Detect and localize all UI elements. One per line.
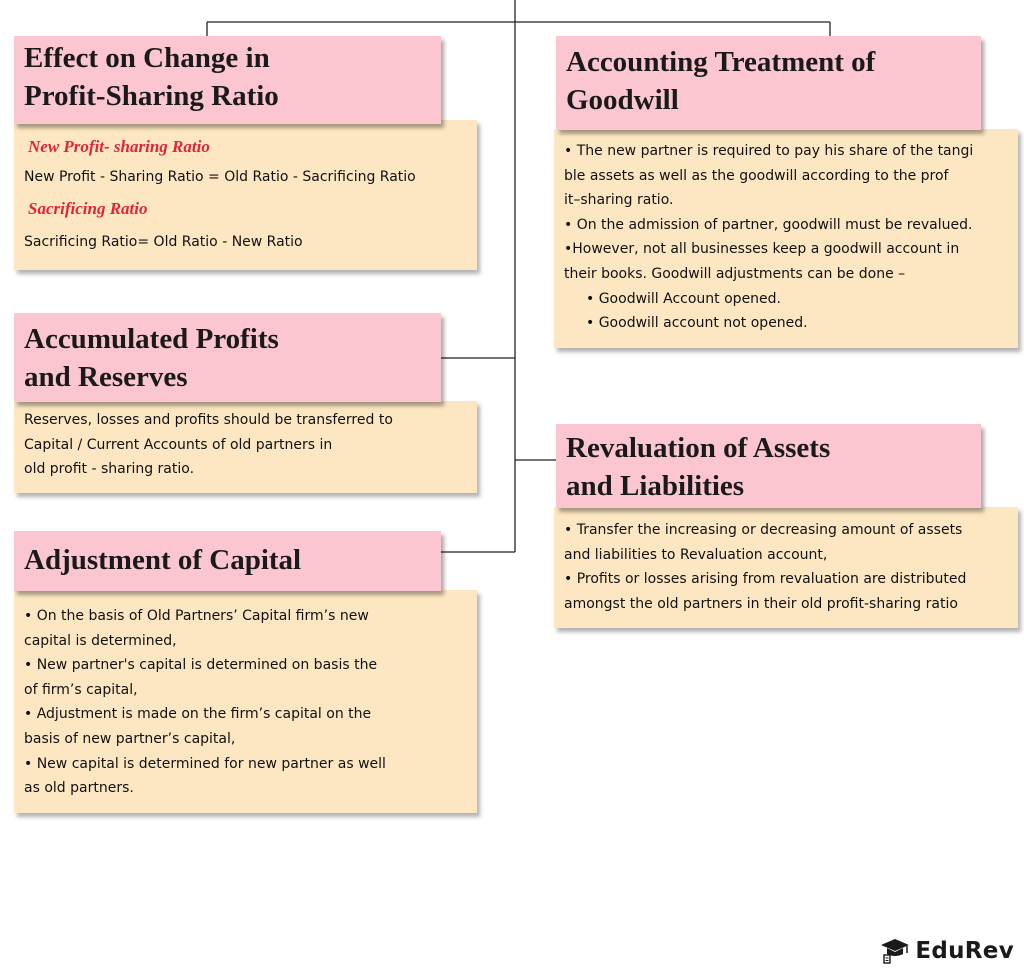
goodwill-line: • On the admission of partner, goodwill must be revalued. <box>564 216 973 233</box>
sacrificing-ratio-heading: Sacrificing Ratio <box>28 199 148 218</box>
revaluation-box <box>554 507 1018 628</box>
revaluation-line: • Transfer the increasing or decreasing amount of assets <box>564 522 963 538</box>
reserves-line: Capital / Current Accounts of old partners in <box>24 436 333 453</box>
revaluation-line: and liabilities to Revaluation account, <box>564 546 828 563</box>
new-ratio-formula: New Profit - Sharing Ratio = Old Ratio - Sacrificing Ratio <box>24 169 416 185</box>
goodwill-line: ble assets as well as the goodwill according to the prof <box>564 167 949 184</box>
goodwill-box <box>554 129 1018 348</box>
capital-line: • New partner's capital is determined on basis the <box>24 657 378 674</box>
goodwill-line: •However, not all businesses keep a goodwill account in <box>564 241 960 258</box>
capital-line: • On the basis of Old Partners’ Capital firm’s new <box>24 608 369 624</box>
revaluation-line: • Profits or losses arising from revaluation are distributed <box>564 571 967 588</box>
capital-line: as old partners. <box>24 780 134 797</box>
profit-ratio-box <box>14 120 477 270</box>
sacrificing-ratio-formula: Sacrificing Ratio= Old Ratio - New Ratio <box>24 234 303 250</box>
goodwill-line: it–sharing ratio. <box>564 192 674 209</box>
reserves-title-line-1: Accumulated Profits <box>24 323 279 355</box>
revaluation-title <box>556 424 981 508</box>
revaluation-title-line-1: Revaluation of Assets <box>566 432 831 464</box>
revaluation-title-line-2: and Liabilities <box>566 470 745 502</box>
reserves-title-line-2: and Reserves <box>24 361 188 393</box>
reserves-line: Reserves, losses and profits should be transferred to <box>24 412 393 428</box>
capital-title <box>14 531 441 591</box>
goodwill-subitem: • Goodwill account not opened. <box>586 315 808 332</box>
goodwill-title-line-2: Goodwill <box>566 84 679 116</box>
capital-line: • Adjustment is made on the firm’s capital on the <box>24 706 372 723</box>
edurev-logo <box>880 937 1014 965</box>
capital-line: • New capital is determined for new partner as well <box>24 755 386 772</box>
goodwill-subitem: • Goodwill Account opened. <box>586 290 782 307</box>
reserves-line: old profit - sharing ratio. <box>24 461 195 478</box>
reserves-box <box>14 401 477 493</box>
profit-ratio-title-line-1: Effect on Change in <box>24 42 270 74</box>
capital-line: capital is determined, <box>24 632 177 649</box>
graduation-cap-icon <box>880 937 910 965</box>
capital-title-line-1: Adjustment of Capital <box>24 544 302 576</box>
capital-line: of firm’s capital, <box>24 681 138 698</box>
profit-ratio-title <box>14 36 441 124</box>
goodwill-title-line-1: Accounting Treatment of <box>566 46 876 78</box>
goodwill-title <box>556 36 981 130</box>
profit-ratio-title-line-2: Profit-Sharing Ratio <box>24 80 279 112</box>
new-ratio-heading: New Profit- sharing Ratio <box>28 137 210 156</box>
brand-name: EduRev <box>915 938 1014 964</box>
capital-line: basis of new partner’s capital, <box>24 730 236 747</box>
revaluation-line: amongst the old partners in their old profit-sharing ratio <box>564 595 958 612</box>
goodwill-line: their books. Goodwill adjustments can be done – <box>564 265 906 282</box>
capital-box <box>14 590 477 813</box>
goodwill-line: • The new partner is required to pay his share of the tangi <box>564 143 974 159</box>
reserves-title <box>14 313 441 402</box>
